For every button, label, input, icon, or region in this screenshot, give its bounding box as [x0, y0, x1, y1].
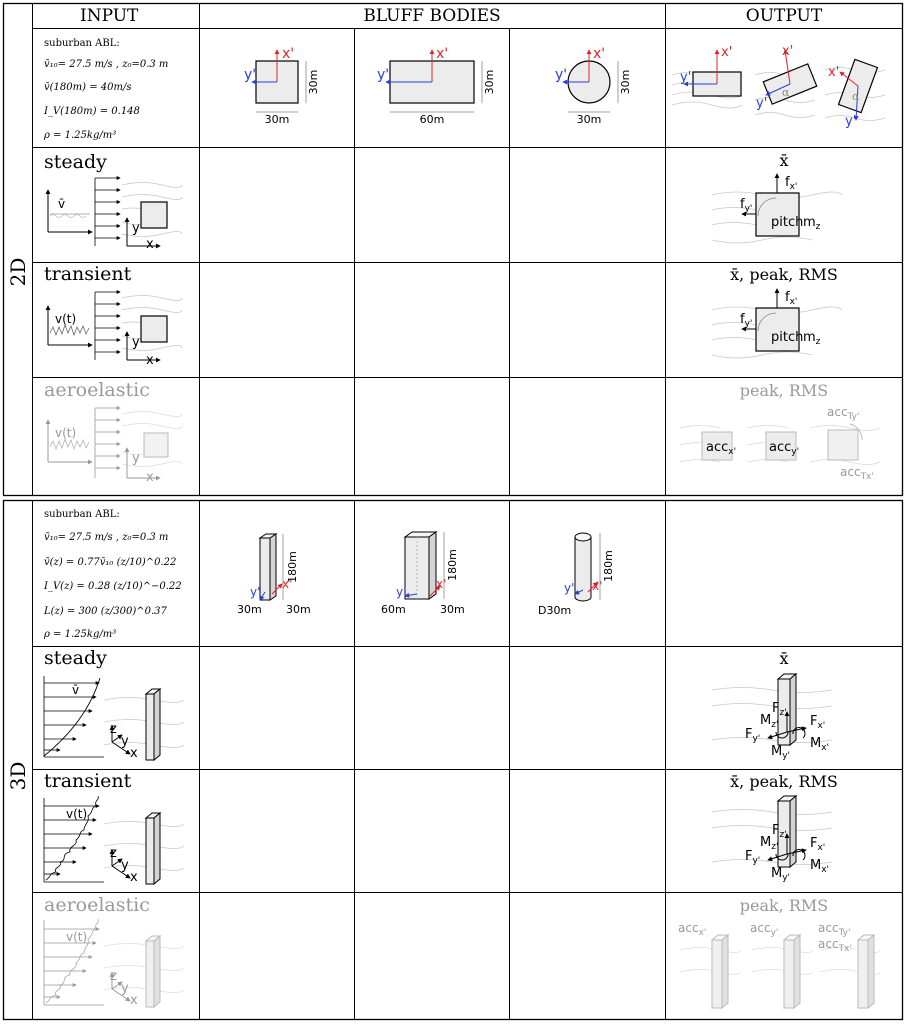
svg-text:steady: steady [44, 151, 107, 173]
row-2d-aeroelastic-output [680, 381, 880, 482]
svg-text:suburban ABL:: suburban ABL: [44, 38, 120, 49]
row-3d-steady-output [712, 649, 832, 761]
svg-text:v̄: v̄ [72, 683, 80, 697]
svg-text:30m: 30m [440, 603, 465, 616]
svg-text:x: x [146, 353, 154, 368]
row-2d-aeroelastic-input [44, 379, 182, 485]
svg-text:suburban ABL:: suburban ABL: [44, 509, 120, 520]
svg-text:Mx': $M_{x'}$ [810, 736, 830, 753]
svg-text:x: x [130, 870, 138, 885]
svg-text:y': y' [564, 581, 575, 595]
svg-text:steady: steady [44, 647, 107, 669]
svg-text:Fx': $F_{x'}$ [810, 836, 826, 853]
svg-text:Mz': $M_{z'}$ [760, 713, 779, 730]
svg-text:pitch: pitch [771, 330, 804, 345]
row-2d-transient-input [44, 263, 182, 368]
svg-text:30m: 30m [483, 69, 496, 95]
svg-text:180m: 180m [446, 549, 459, 581]
svg-text:transient: transient [44, 263, 132, 285]
svg-text:aeroelastic: aeroelastic [44, 894, 150, 916]
svg-text:y': y' [396, 585, 407, 599]
svg-text:accTx': acc$_{Tx'}$ [840, 465, 874, 482]
svg-text:I_V(180m) = 0.148: I_V(180m) = 0.148 [44, 106, 140, 117]
svg-text:180m: 180m [286, 551, 299, 583]
svg-text:y: y [121, 734, 129, 749]
svg-text:peak, RMS: peak, RMS [739, 381, 829, 400]
header-output: OUTPUT [745, 6, 823, 26]
svg-text:Fz': $F_{z'}$ [772, 823, 787, 840]
svg-text:accx': acc$_{x'}$ [678, 921, 707, 938]
svg-text:x̄, peak, RMS: x̄, peak, RMS [730, 772, 838, 791]
svg-text:x': x' [593, 46, 606, 62]
svg-text:Mx': $M_{x'}$ [810, 858, 830, 875]
svg-text:60m: 60m [381, 603, 406, 616]
svg-text:ρ = 1.25kg/m³: ρ = 1.25kg/m³ [44, 130, 117, 141]
svg-text:My': $M_{y'}$ [771, 744, 791, 761]
svg-text:y: y [121, 858, 129, 873]
svg-text:x: x [146, 470, 154, 485]
svg-text:x̄, peak, RMS: x̄, peak, RMS [730, 265, 838, 284]
table-grid [4, 3, 904, 1020]
body-2d-square [244, 46, 320, 126]
body-2d-rectangle [377, 46, 496, 126]
svg-text:60m: 60m [419, 113, 445, 126]
svg-text:pitch: pitch [771, 215, 804, 230]
header-input: INPUT [80, 6, 139, 26]
svg-text:α: α [852, 90, 860, 103]
svg-text:30m: 30m [619, 69, 632, 95]
row-3d-aeroelastic-output [678, 896, 880, 1008]
svg-text:x': x' [721, 45, 733, 60]
svg-text:y: y [132, 221, 140, 236]
svg-text:accTy': acc$_{Ty'}$ [827, 405, 860, 422]
svg-text:30m: 30m [286, 603, 311, 616]
row-3d-aeroelastic-input [44, 894, 184, 1008]
svg-text:v(t): v(t) [66, 930, 88, 944]
svg-text:My': $M_{y'}$ [771, 866, 791, 883]
svg-text:y: y [132, 451, 140, 466]
svg-text:aeroelastic: aeroelastic [44, 379, 150, 401]
svg-text:v̄(z) = 0.77v̄₁₀ (z/10)^0.22: v̄(z) = 0.77v̄₁₀ (z/10)^0.22 [44, 557, 177, 568]
orientation-sketches [672, 44, 885, 129]
svg-text:v̄(180m) = 40m/s: v̄(180m) = 40m/s [44, 82, 132, 93]
svg-text:x': x' [282, 577, 293, 591]
svg-text:accy': acc$_{y'}$ [750, 921, 779, 938]
svg-text:x: x [146, 237, 154, 252]
svg-text:mz: $m_z$ [803, 215, 821, 232]
svg-text:transient: transient [44, 770, 132, 792]
svg-text:fy': $f_{y'}$ [740, 312, 753, 329]
section-label-2d: 2D [6, 257, 30, 287]
body-3d-rect-prism [381, 532, 465, 616]
svg-text:y': y' [680, 70, 692, 85]
svg-text:30m: 30m [307, 69, 320, 95]
svg-text:Mz': $M_{z'}$ [760, 835, 779, 852]
svg-text:z: z [110, 969, 117, 984]
svg-text:L(z) = 300 (z/300)^0.37: L(z) = 300 (z/300)^0.37 [44, 606, 167, 617]
header-bluff-bodies: BLUFF BODIES [363, 6, 501, 26]
svg-text:fy': $f_{y'}$ [740, 197, 753, 214]
svg-text:x': x' [282, 46, 295, 62]
svg-text:accTy': acc$_{Ty'}$ [818, 921, 851, 938]
svg-text:180m: 180m [602, 550, 615, 582]
svg-text:v(t): v(t) [55, 426, 77, 440]
svg-text:x: x [130, 746, 138, 761]
svg-text:mz: $m_z$ [803, 330, 821, 347]
body-3d-square-prism [237, 534, 311, 616]
svg-text:x': x' [782, 44, 794, 59]
svg-text:x: x [130, 993, 138, 1008]
svg-text:x̄: x̄ [779, 151, 789, 170]
svg-text:y': y' [250, 585, 261, 599]
svg-text:peak, RMS: peak, RMS [739, 896, 829, 915]
svg-text:30m: 30m [264, 113, 290, 126]
svg-text:α: α [782, 86, 790, 99]
svg-text:accy': acc$_{y'}$ [769, 440, 800, 457]
row-3d-transient-input [44, 770, 184, 885]
svg-text:v(t): v(t) [66, 807, 88, 821]
svg-text:v̄: v̄ [58, 197, 66, 211]
svg-text:y': y' [244, 67, 257, 83]
svg-text:D30m: D30m [538, 604, 572, 617]
row-2d-steady-input [44, 151, 182, 252]
svg-text:ρ = 1.25kg/m³: ρ = 1.25kg/m³ [44, 629, 117, 640]
svg-text:Fz': $F_{z'}$ [772, 701, 787, 718]
svg-text:x̄: x̄ [779, 649, 789, 668]
svg-text:30m: 30m [237, 603, 262, 616]
svg-text:fx': $f_{x'}$ [785, 175, 798, 192]
svg-text:accx': acc$_{x'}$ [706, 440, 737, 457]
svg-text:x': x' [436, 46, 449, 62]
svg-text:accTx': acc$_{Tx'}$ [818, 937, 852, 954]
svg-text:v̄₁₀= 27.5 m/s , z₀=0.3 m: v̄₁₀= 27.5 m/s , z₀=0.3 m [44, 59, 169, 70]
svg-text:z: z [110, 846, 117, 861]
svg-text:I_V(z) = 0.28 (z/10)^−0.22: I_V(z) = 0.28 (z/10)^−0.22 [44, 581, 182, 592]
svg-text:y: y [121, 981, 129, 996]
svg-text:Fx': $F_{x'}$ [810, 714, 826, 731]
svg-text:y': y' [845, 114, 857, 129]
abl-2d-params [43, 38, 168, 141]
svg-text:y': y' [555, 67, 568, 83]
body-3d-cylinder [538, 533, 615, 617]
body-2d-circle [555, 46, 632, 126]
svg-text:v(t): v(t) [55, 312, 77, 326]
row-3d-transient-output [712, 772, 838, 883]
row-2d-transient-output [712, 265, 842, 358]
svg-text:fx': $f_{x'}$ [785, 290, 798, 307]
svg-text:y': y' [756, 96, 768, 111]
svg-text:Fy': $F_{y'}$ [745, 727, 761, 744]
svg-text:30m: 30m [576, 113, 602, 126]
svg-text:Fy': $F_{y'}$ [745, 849, 761, 866]
svg-text:z: z [110, 722, 117, 737]
row-2d-steady-output [712, 151, 842, 243]
abl-3d-params [43, 509, 182, 640]
section-label-3d: 3D [6, 761, 30, 791]
svg-text:v̄₁₀= 27.5 m/s , z₀=0.3 m: v̄₁₀= 27.5 m/s , z₀=0.3 m [44, 532, 169, 543]
row-3d-steady-input [44, 647, 184, 761]
svg-text:x': x' [592, 579, 603, 593]
svg-text:x': x' [828, 65, 840, 80]
svg-text:x': x' [436, 577, 447, 591]
svg-text:y': y' [377, 67, 390, 83]
svg-text:y: y [132, 335, 140, 350]
